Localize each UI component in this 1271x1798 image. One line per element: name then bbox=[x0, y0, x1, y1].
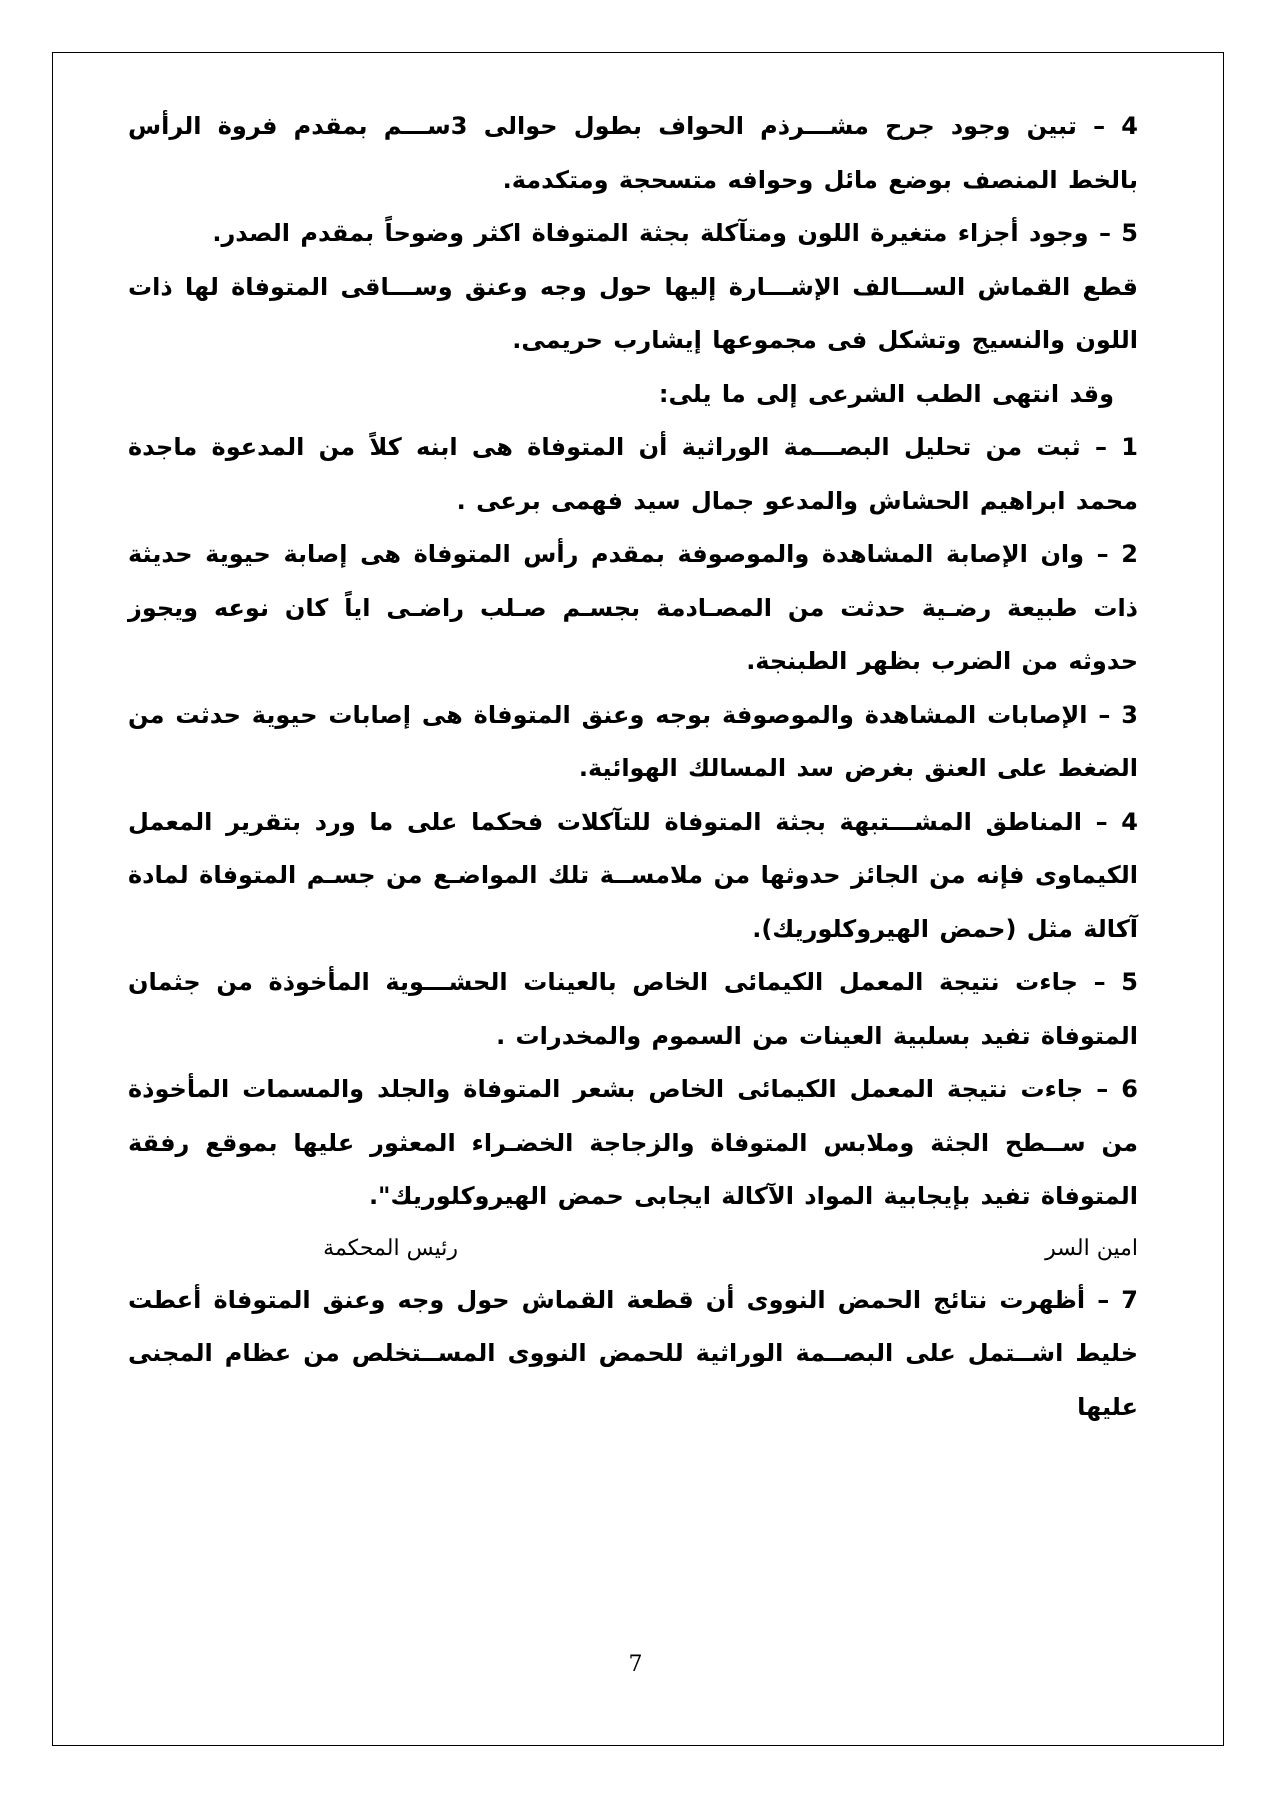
court-president-signature: رئيس المحكمة bbox=[323, 1235, 458, 1261]
paragraph-conclusion-2: 2 – وان الإصابة المشاهدة والموصوفة بمقدم رأس المتوفاة هى إصابة حيوية حديثة ذات طبيعة رضـية حدثت من المصـادمة بجسـم صـلب راضـى اياً كان نوعه ويجوز حدوثه من الضرب بظهر الطبنجة. bbox=[128, 540, 1138, 675]
paragraph-conclusion-7: 7 – أظهرت نتائج الحمض النووى أن قطعة القماش حول وجه وعنق المتوفاة أعطت خليط اشــتمل على البصــمة الوراثية للحمض النووى المســتخلص من عظام المجنى عليها bbox=[128, 1285, 1138, 1421]
paragraph-cloth-pieces: قطع القماش الســـالف الإشـــارة إليها حول وجه وعنق وســـاقى المتوفاة لها ذات اللون والنسيج وتشكل فى مجموعها إيشارب حريمى. bbox=[128, 272, 1138, 354]
paragraph-finding-4: 4 – تبين وجود جرح مشـــرذم الحواف بطول حوالى 3ســـم بمقدم فروة الرأس بالخط المنصف بوضع مائل وحوافه متسحجة ومتكدمة. bbox=[128, 112, 1138, 194]
paragraph-conclusion-6: 6 – جاءت نتيجة المعمل الكيمائى الخاص بشعر المتوفاة والجلد والمسمات المأخوذة من ســطح الجثة وملابس المتوفاة والزجاجة الخضـراء المعثور عليها بموقع رفقة المتوفاة تفيد بإيجابية المواد الآكالة ايجابى حمض الهيروكلوريك". bbox=[128, 1075, 1138, 1210]
paragraph-conclusion-4: 4 – المناطق المشـــتبهة بجثة المتوفاة للتآكلات فحكما على ما ورد بتقرير المعمل الكيماوى فإنه من الجائز حدوثها من ملامســة تلك المواضـع من جسـم المتوفاة لمادة آكالة مثل (حمض الهيروكلوريك). bbox=[128, 807, 1138, 943]
paragraph-conclusion-5: 5 – جاءت نتيجة المعمل الكيمائى الخاص بالعينات الحشـــوية المأخوذة من جثمان المتوفاة تفيد بسلبية العينات من السموم والمخدرات . bbox=[128, 968, 1138, 1050]
signature-line bbox=[128, 1224, 1138, 1274]
document-body bbox=[128, 100, 1138, 1434]
paragraph-finding-5: 5 – وجود أجزاء متغيرة اللون ومتآكلة بجثة المتوفاة اكثر وضوحاً بمقدم الصدر. bbox=[212, 219, 1138, 247]
court-secretary-signature: امين السر bbox=[1045, 1235, 1138, 1261]
paragraph-conclusion-3: 3 – الإصابات المشاهدة والموصوفة بوجه وعنق المتوفاة هى إصابات حيوية حدثت من الضغط على العنق بغرض سد المسالك الهوائية. bbox=[128, 700, 1138, 782]
paragraph-conclusion-1: 1 – ثبت من تحليل البصـــمة الوراثية أن المتوفاة هى ابنه كلاً من المدعوة ماجدة محمد ابراهيم الحشاش والمدعو جمال سيد فهمى برعى . bbox=[128, 433, 1138, 515]
paragraph-conclusion-intro: وقد انتهى الطب الشرعى إلى ما يلى: bbox=[658, 379, 1114, 408]
page-number: 7 bbox=[628, 1652, 643, 1677]
